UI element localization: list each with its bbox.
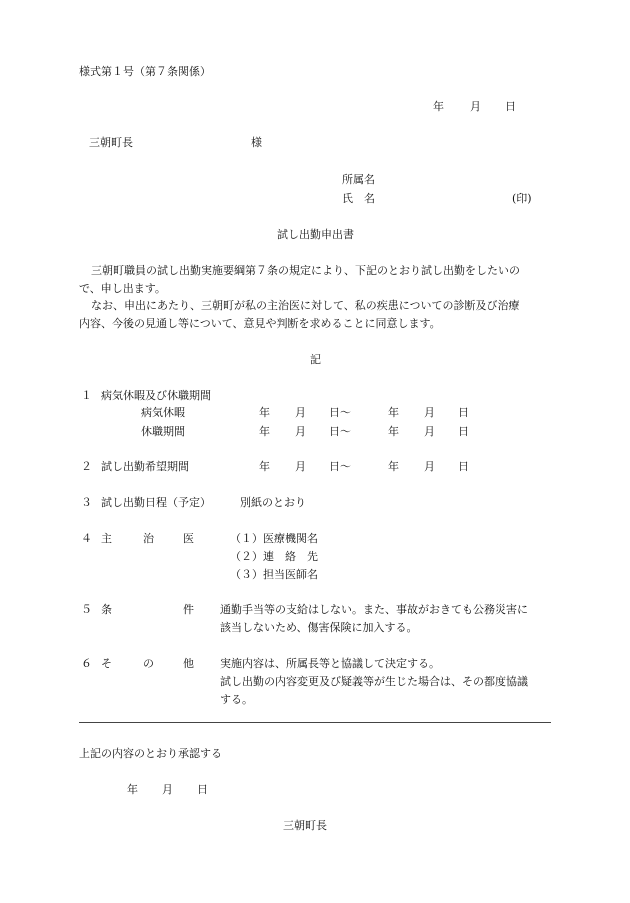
section-divider bbox=[79, 722, 551, 723]
item3-value: 別紙のとおり bbox=[240, 496, 306, 509]
item5-label-char2: 件 bbox=[183, 603, 194, 616]
item5-text-line1: 通勤手当等の支給はしない。また、事故がおきても公務災害に bbox=[220, 603, 528, 616]
body-line-2: で、申し出ます。 bbox=[79, 282, 166, 295]
item3-label: 試し出勤日程（予定） bbox=[101, 496, 211, 509]
item5-number: ５ bbox=[81, 603, 92, 616]
item1-number: １ bbox=[81, 389, 92, 402]
item2-from-year: 年 bbox=[259, 460, 270, 473]
item3-number: ３ bbox=[81, 496, 92, 509]
item6-text-line3: する。 bbox=[220, 693, 253, 706]
item1-sub2-from-year: 年 bbox=[259, 425, 270, 438]
item4-label-char1: 主 bbox=[101, 532, 112, 545]
item1-sub1-to-day: 日 bbox=[458, 406, 469, 419]
ki-heading: 記 bbox=[310, 353, 321, 366]
item4-label-char2: 治 bbox=[143, 532, 154, 545]
item2-to-day: 日 bbox=[458, 460, 469, 473]
addressee-honorific: 様 bbox=[251, 136, 262, 149]
item1-sub2-to-month: 月 bbox=[424, 425, 435, 438]
item4-sub2: （２）連 絡 先 bbox=[230, 550, 318, 563]
body-line-4: 内容、今後の見通し等について、意見や判断を求めることに同意します。 bbox=[79, 317, 441, 330]
item2-number: ２ bbox=[81, 460, 92, 473]
item2-to-year: 年 bbox=[388, 460, 399, 473]
item1-sub2-label: 休職期間 bbox=[141, 425, 185, 438]
item6-label-char2: の bbox=[143, 657, 154, 670]
item2-from-month: 月 bbox=[295, 460, 306, 473]
approval-signer: 三朝町長 bbox=[283, 819, 327, 832]
document-title: 試し出勤申出書 bbox=[277, 228, 354, 241]
item6-label-char1: そ bbox=[101, 657, 112, 670]
item4-number: ４ bbox=[81, 532, 92, 545]
item1-sub2-to-year: 年 bbox=[388, 425, 399, 438]
approval-text: 上記の内容のとおり承認する bbox=[79, 747, 222, 760]
date-year: 年 bbox=[433, 100, 444, 113]
seal-label: (印) bbox=[512, 192, 532, 205]
body-line-1: 三朝町職員の試し出勤実施要綱第７条の規定により、下記のとおり試し出勤をしたいの bbox=[91, 264, 520, 277]
item6-text-line1: 実施内容は、所属長等と協議して決定する。 bbox=[220, 657, 440, 670]
approval-date-year: 年 bbox=[127, 783, 138, 796]
item5-label-char1: 条 bbox=[101, 603, 112, 616]
item1-sub2-from-month: 月 bbox=[295, 425, 306, 438]
item1-sub2-to-day: 日 bbox=[458, 425, 469, 438]
date-day: 日 bbox=[505, 100, 516, 113]
item6-label-char3: 他 bbox=[183, 657, 194, 670]
item1-sub1-from-month: 月 bbox=[295, 406, 306, 419]
item5-text-line2: 該当しないため、傷害保険に加入する。 bbox=[220, 621, 418, 634]
item1-sub1-from-year: 年 bbox=[259, 406, 270, 419]
item2-label: 試し出勤希望期間 bbox=[101, 460, 189, 473]
body-line-3: なお、申出にあたり、三朝町が私の主治医に対して、私の疾患についての診断及び治療 bbox=[91, 299, 520, 312]
approval-date-month: 月 bbox=[162, 783, 173, 796]
affiliation-label: 所属名 bbox=[342, 173, 375, 186]
item2-to-month: 月 bbox=[424, 460, 435, 473]
item1-sub2-from-day: 日～ bbox=[329, 425, 351, 438]
item4-sub1: （１）医療機関名 bbox=[230, 532, 318, 545]
item1-sub1-to-month: 月 bbox=[424, 406, 435, 419]
addressee-name: 三朝町長 bbox=[89, 136, 133, 149]
item4-sub3: （３）担当医師名 bbox=[230, 568, 318, 581]
form-label: 様式第１号（第７条関係） bbox=[79, 65, 211, 78]
item1-sub1-from-day: 日～ bbox=[329, 406, 351, 419]
item1-sub1-label: 病気休暇 bbox=[141, 406, 185, 419]
item1-label: 病気休暇及び休職期間 bbox=[101, 389, 211, 402]
item2-from-day: 日～ bbox=[329, 460, 351, 473]
approval-date-day: 日 bbox=[197, 783, 208, 796]
item6-number: ６ bbox=[81, 657, 92, 670]
applicant-name-label: 氏 名 bbox=[342, 192, 375, 205]
item1-sub1-to-year: 年 bbox=[388, 406, 399, 419]
item4-label-char3: 医 bbox=[183, 532, 194, 545]
date-month: 月 bbox=[470, 100, 481, 113]
item6-text-line2: 試し出勤の内容変更及び疑義等が生じた場合は、その都度協議 bbox=[220, 675, 528, 688]
